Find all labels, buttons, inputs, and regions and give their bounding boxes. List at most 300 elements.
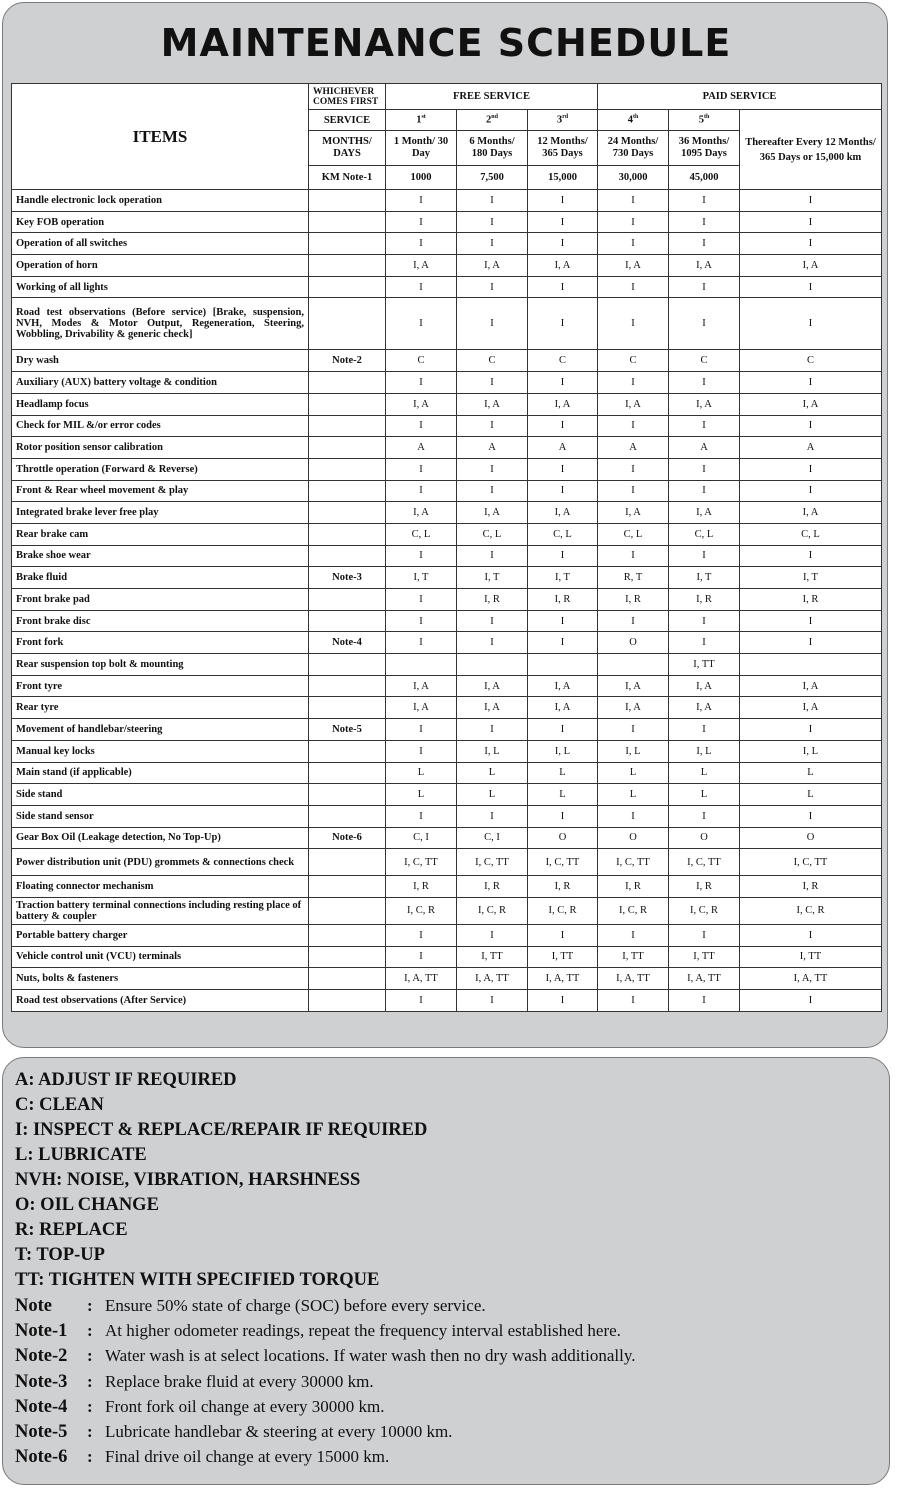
row-value: I bbox=[598, 372, 669, 394]
row-value: I bbox=[598, 545, 669, 567]
service-period-3: 12 Months/ 365 Days bbox=[528, 131, 598, 166]
row-value: C, L bbox=[457, 523, 528, 545]
row-value: L bbox=[669, 762, 740, 784]
table-row bbox=[12, 372, 882, 394]
row-value: I bbox=[740, 276, 882, 298]
row-value: I bbox=[386, 372, 457, 394]
row-value: I bbox=[386, 276, 457, 298]
row-value: I, A bbox=[457, 502, 528, 524]
row-value: I bbox=[669, 372, 740, 394]
row-value: I, C, TT bbox=[669, 849, 740, 876]
row-note bbox=[309, 924, 386, 946]
row-value: I, A bbox=[740, 393, 882, 415]
row-value: I bbox=[386, 740, 457, 762]
table-row bbox=[12, 632, 882, 654]
table-row bbox=[12, 675, 882, 697]
row-value: I bbox=[386, 805, 457, 827]
row-value: I, A bbox=[740, 502, 882, 524]
row-item: Rotor position sensor calibration bbox=[12, 437, 309, 459]
row-value: I bbox=[528, 719, 598, 741]
row-value: I bbox=[740, 632, 882, 654]
row-value: I bbox=[457, 276, 528, 298]
table-row bbox=[12, 827, 882, 849]
row-value: I, A bbox=[598, 675, 669, 697]
row-note bbox=[309, 675, 386, 697]
row-note bbox=[309, 968, 386, 990]
row-value: I, A bbox=[669, 255, 740, 277]
row-value bbox=[457, 654, 528, 676]
row-item: Front brake disc bbox=[12, 610, 309, 632]
note-text: Replace brake fluid at every 30000 km. bbox=[105, 1371, 374, 1391]
row-value: I, TT bbox=[528, 946, 598, 968]
legend-entry: NVH: NOISE, VIBRATION, HARSHNESS bbox=[15, 1170, 361, 1190]
table-row bbox=[12, 415, 882, 437]
row-note bbox=[309, 458, 386, 480]
row-value: I, R bbox=[528, 589, 598, 611]
row-note bbox=[309, 784, 386, 806]
note-text: Lubricate handlebar & steering at every 10000 km. bbox=[105, 1422, 453, 1441]
table-row bbox=[12, 589, 882, 611]
row-value: I bbox=[386, 233, 457, 255]
row-value: I, A bbox=[528, 393, 598, 415]
row-item: Throttle operation (Forward & Reverse) bbox=[12, 458, 309, 480]
row-value: I bbox=[598, 924, 669, 946]
row-value: I bbox=[528, 190, 598, 212]
row-value: I, A bbox=[740, 255, 882, 277]
service-number-5: 5th bbox=[669, 110, 740, 131]
table-row bbox=[12, 610, 882, 632]
row-value: I, L bbox=[669, 740, 740, 762]
row-value: I bbox=[457, 211, 528, 233]
row-value: I, C, R bbox=[528, 897, 598, 924]
service-period-1: 1 Month/ 30 Day bbox=[386, 131, 457, 166]
row-value: I, A bbox=[457, 255, 528, 277]
row-value: I, A bbox=[669, 697, 740, 719]
row-item: Road test observations (Before service) [Brake, suspension, NVH, Modes & Motor Output, Regeneration, Steering, Wobbling, Drivability & generic check] bbox=[12, 298, 309, 350]
row-item: Manual key locks bbox=[12, 740, 309, 762]
legend-panel bbox=[2, 1057, 890, 1485]
table-row bbox=[12, 233, 882, 255]
row-value: I bbox=[598, 276, 669, 298]
row-value: I bbox=[457, 924, 528, 946]
row-value: I, T bbox=[740, 567, 882, 589]
row-value: I, C, R bbox=[457, 897, 528, 924]
row-value: C bbox=[598, 350, 669, 372]
service-km-5: 45,000 bbox=[669, 166, 740, 190]
row-value: I, C, TT bbox=[386, 849, 457, 876]
row-value: O bbox=[669, 827, 740, 849]
note-text: Ensure 50% state of charge (SOC) before every service. bbox=[105, 1296, 486, 1315]
row-value: I bbox=[457, 545, 528, 567]
row-note bbox=[309, 233, 386, 255]
row-value: I bbox=[740, 805, 882, 827]
row-value: I bbox=[528, 276, 598, 298]
row-item: Working of all lights bbox=[12, 276, 309, 298]
table-row bbox=[12, 190, 882, 212]
row-value: I, R bbox=[669, 589, 740, 611]
schedule-panel bbox=[2, 2, 888, 1048]
row-value: C, I bbox=[457, 827, 528, 849]
row-value: I, A, TT bbox=[740, 968, 882, 990]
table-row bbox=[12, 211, 882, 233]
row-item: Integrated brake lever free play bbox=[12, 502, 309, 524]
row-value: I, A, TT bbox=[669, 968, 740, 990]
row-value: I, T bbox=[457, 567, 528, 589]
row-value: I bbox=[457, 458, 528, 480]
row-value: I, A bbox=[528, 502, 598, 524]
row-value: C, L bbox=[598, 523, 669, 545]
row-item: Handle electronic lock operation bbox=[12, 190, 309, 212]
service-number-4: 4th bbox=[598, 110, 669, 131]
row-value: I bbox=[598, 458, 669, 480]
row-value: I bbox=[386, 480, 457, 502]
note-line: Note-2 : Water wash is at select locations. If water wash then no dry wash additionally. bbox=[15, 1346, 636, 1367]
table-row bbox=[12, 523, 882, 545]
row-item: Movement of handlebar/steering bbox=[12, 719, 309, 741]
row-value: I bbox=[386, 589, 457, 611]
row-value: I bbox=[386, 719, 457, 741]
maintenance-table bbox=[11, 83, 882, 1012]
row-value: I bbox=[528, 610, 598, 632]
row-value: I, R bbox=[457, 589, 528, 611]
table-row bbox=[12, 897, 882, 924]
row-value: I, TT bbox=[669, 654, 740, 676]
row-value: I bbox=[740, 415, 882, 437]
row-item: Key FOB operation bbox=[12, 211, 309, 233]
row-value: I bbox=[386, 610, 457, 632]
row-note bbox=[309, 876, 386, 898]
row-value bbox=[740, 654, 882, 676]
legend-entry: R: REPLACE bbox=[15, 1220, 128, 1240]
row-value: O bbox=[528, 827, 598, 849]
row-value: A bbox=[598, 437, 669, 459]
row-note bbox=[309, 276, 386, 298]
row-value: I bbox=[386, 990, 457, 1012]
page-title: MAINTENANCE SCHEDULE bbox=[160, 21, 732, 65]
row-item: Rear tyre bbox=[12, 697, 309, 719]
row-value: I, R bbox=[598, 589, 669, 611]
row-value: I bbox=[740, 610, 882, 632]
row-value: I, A bbox=[386, 393, 457, 415]
row-value: I bbox=[598, 233, 669, 255]
service-period-5: 36 Months/ 1095 Days bbox=[669, 131, 740, 166]
row-item: Portable battery charger bbox=[12, 924, 309, 946]
row-note bbox=[309, 437, 386, 459]
row-value: C, L bbox=[528, 523, 598, 545]
row-value: I bbox=[740, 545, 882, 567]
row-item: Brake shoe wear bbox=[12, 545, 309, 567]
row-value: I bbox=[669, 211, 740, 233]
row-item: Vehicle control unit (VCU) terminals bbox=[12, 946, 309, 968]
row-value: I bbox=[740, 233, 882, 255]
row-note bbox=[309, 990, 386, 1012]
service-number-1: 1st bbox=[386, 110, 457, 131]
row-value: I, C, R bbox=[740, 897, 882, 924]
row-value: I, C, TT bbox=[598, 849, 669, 876]
row-value: C bbox=[669, 350, 740, 372]
row-value: I, A bbox=[386, 502, 457, 524]
row-value: O bbox=[598, 632, 669, 654]
row-item: Road test observations (After Service) bbox=[12, 990, 309, 1012]
row-value: I, T bbox=[669, 567, 740, 589]
row-value: I bbox=[528, 924, 598, 946]
row-value: I, C, TT bbox=[740, 849, 882, 876]
row-value: R, T bbox=[598, 567, 669, 589]
table-row bbox=[12, 545, 882, 567]
note-key: Note-4 bbox=[15, 1396, 68, 1417]
months-days-label: MONTHS/ DAYS bbox=[309, 131, 386, 166]
row-value: O bbox=[598, 827, 669, 849]
row-note bbox=[309, 740, 386, 762]
row-value: I, A, TT bbox=[457, 968, 528, 990]
note-key: Note-1 bbox=[15, 1321, 68, 1342]
note-key: Note-3 bbox=[15, 1371, 68, 1392]
row-value: I bbox=[669, 632, 740, 654]
row-value bbox=[528, 654, 598, 676]
legend-entry: A: ADJUST IF REQUIRED bbox=[15, 1070, 237, 1090]
row-value: I bbox=[528, 372, 598, 394]
row-value: I bbox=[386, 946, 457, 968]
row-value: I bbox=[528, 458, 598, 480]
row-value: I bbox=[457, 805, 528, 827]
legend-entry: O: OIL CHANGE bbox=[15, 1195, 159, 1215]
row-value: I bbox=[598, 298, 669, 350]
row-value: I, R bbox=[386, 876, 457, 898]
row-value: I bbox=[669, 719, 740, 741]
row-note bbox=[309, 946, 386, 968]
row-note bbox=[309, 393, 386, 415]
note-line: Note-3 : Replace brake fluid at every 30000 km. bbox=[15, 1371, 374, 1392]
legend-entry: TT: TIGHTEN WITH SPECIFIED TORQUE bbox=[15, 1270, 380, 1290]
row-value: I, A, TT bbox=[598, 968, 669, 990]
row-note bbox=[309, 480, 386, 502]
row-value: I, TT bbox=[598, 946, 669, 968]
row-value: I, R bbox=[740, 589, 882, 611]
row-item: Operation of horn bbox=[12, 255, 309, 277]
row-value: I, A bbox=[669, 675, 740, 697]
row-value bbox=[386, 654, 457, 676]
row-value: I, R bbox=[740, 876, 882, 898]
table-row bbox=[12, 255, 882, 277]
row-value: I, A bbox=[598, 255, 669, 277]
table-row bbox=[12, 697, 882, 719]
row-value: I bbox=[740, 211, 882, 233]
row-value: I bbox=[528, 545, 598, 567]
row-value: I bbox=[598, 610, 669, 632]
table-row bbox=[12, 876, 882, 898]
service-km-1: 1000 bbox=[386, 166, 457, 190]
row-value: I, L bbox=[598, 740, 669, 762]
note-text: Front fork oil change at every 30000 km. bbox=[105, 1396, 385, 1416]
row-value: L bbox=[386, 784, 457, 806]
table-row bbox=[12, 849, 882, 876]
row-value: I bbox=[386, 415, 457, 437]
row-note bbox=[309, 523, 386, 545]
table-row bbox=[12, 502, 882, 524]
note-text: Final drive oil change at every 15000 km. bbox=[105, 1447, 390, 1467]
row-value: I, A bbox=[386, 697, 457, 719]
row-item: Dry wash bbox=[12, 350, 309, 372]
row-note: Note-5 bbox=[309, 719, 386, 741]
row-note: Note-2 bbox=[309, 350, 386, 372]
legend-entry: T: TOP-UP bbox=[15, 1245, 105, 1265]
row-value: I bbox=[740, 719, 882, 741]
service-period-4: 24 Months/ 730 Days bbox=[598, 131, 669, 166]
row-value: I bbox=[457, 415, 528, 437]
row-value: I bbox=[598, 190, 669, 212]
row-value: A bbox=[528, 437, 598, 459]
row-value: I bbox=[457, 719, 528, 741]
row-note bbox=[309, 415, 386, 437]
row-value: I, TT bbox=[669, 946, 740, 968]
row-value: I bbox=[669, 924, 740, 946]
row-value: I bbox=[669, 415, 740, 437]
row-value: I bbox=[528, 298, 598, 350]
km-label: KM Note-1 bbox=[309, 166, 386, 190]
row-value: I bbox=[528, 233, 598, 255]
row-value: I, A, TT bbox=[386, 968, 457, 990]
row-value: I bbox=[457, 480, 528, 502]
row-value: I, A bbox=[740, 697, 882, 719]
row-value: I, A bbox=[386, 255, 457, 277]
row-value: I, C, TT bbox=[528, 849, 598, 876]
row-note: Note-6 bbox=[309, 827, 386, 849]
service-period-2: 6 Months/ 180 Days bbox=[457, 131, 528, 166]
row-value: I bbox=[528, 990, 598, 1012]
whichever-header: WHICHEVER COMES FIRST bbox=[309, 84, 386, 110]
row-item: Auxiliary (AUX) battery voltage & condition bbox=[12, 372, 309, 394]
row-value: L bbox=[598, 762, 669, 784]
row-item: Front brake pad bbox=[12, 589, 309, 611]
table-row bbox=[12, 805, 882, 827]
row-value: I bbox=[669, 298, 740, 350]
row-value: I bbox=[457, 610, 528, 632]
row-note bbox=[309, 298, 386, 350]
row-value: L bbox=[457, 784, 528, 806]
row-value: I bbox=[598, 211, 669, 233]
row-value: I, T bbox=[386, 567, 457, 589]
row-value: I bbox=[740, 190, 882, 212]
row-value: I bbox=[598, 480, 669, 502]
service-number-2: 2nd bbox=[457, 110, 528, 131]
row-value: I bbox=[528, 805, 598, 827]
row-value: L bbox=[740, 784, 882, 806]
row-value: I bbox=[457, 298, 528, 350]
row-note bbox=[309, 654, 386, 676]
row-value: I bbox=[669, 990, 740, 1012]
row-value: I bbox=[386, 298, 457, 350]
row-note bbox=[309, 255, 386, 277]
row-value: I bbox=[669, 233, 740, 255]
row-value: I, R bbox=[669, 876, 740, 898]
row-value: I bbox=[457, 632, 528, 654]
row-value: I bbox=[669, 610, 740, 632]
row-note bbox=[309, 849, 386, 876]
row-item: Gear Box Oil (Leakage detection, No Top-Up) bbox=[12, 827, 309, 849]
note-text: Water wash is at select locations. If water wash then no dry wash additionally. bbox=[105, 1346, 636, 1366]
row-item: Rear suspension top bolt & mounting bbox=[12, 654, 309, 676]
note-key: Note bbox=[15, 1296, 52, 1316]
free-service-header: FREE SERVICE bbox=[386, 84, 598, 110]
row-value: C bbox=[457, 350, 528, 372]
note-text: At higher odometer readings, repeat the frequency interval established here. bbox=[105, 1321, 621, 1341]
paid-service-header: PAID SERVICE bbox=[598, 84, 882, 110]
table-row bbox=[12, 393, 882, 415]
row-value: I bbox=[528, 211, 598, 233]
row-item: Operation of all switches bbox=[12, 233, 309, 255]
row-value: C bbox=[740, 350, 882, 372]
row-note bbox=[309, 372, 386, 394]
row-value: I bbox=[740, 990, 882, 1012]
row-item: Main stand (if applicable) bbox=[12, 762, 309, 784]
row-value: C, L bbox=[386, 523, 457, 545]
row-value: A bbox=[457, 437, 528, 459]
row-value: I, A bbox=[740, 675, 882, 697]
row-value: I, L bbox=[457, 740, 528, 762]
table-row bbox=[12, 350, 882, 372]
row-value: I, A bbox=[457, 393, 528, 415]
row-value: L bbox=[528, 762, 598, 784]
row-value: I bbox=[669, 480, 740, 502]
table-row bbox=[12, 437, 882, 459]
row-value: I bbox=[386, 545, 457, 567]
row-note bbox=[309, 502, 386, 524]
row-value: L bbox=[669, 784, 740, 806]
row-value: L bbox=[386, 762, 457, 784]
row-value: I, T bbox=[528, 567, 598, 589]
table-row bbox=[12, 458, 882, 480]
service-km-3: 15,000 bbox=[528, 166, 598, 190]
row-value: I, A bbox=[457, 697, 528, 719]
row-value: L bbox=[528, 784, 598, 806]
row-value: I bbox=[669, 190, 740, 212]
table-row bbox=[12, 567, 882, 589]
row-note bbox=[309, 697, 386, 719]
row-value: I bbox=[386, 190, 457, 212]
table-row bbox=[12, 924, 882, 946]
row-item: Nuts, bolts & fasteners bbox=[12, 968, 309, 990]
row-value: I, A bbox=[457, 675, 528, 697]
row-value: I bbox=[386, 924, 457, 946]
row-note bbox=[309, 589, 386, 611]
note-line: Note : Ensure 50% state of charge (SOC) before every service. bbox=[15, 1296, 486, 1316]
items-header: ITEMS bbox=[12, 84, 309, 190]
row-item: Rear brake cam bbox=[12, 523, 309, 545]
table-row bbox=[12, 990, 882, 1012]
row-item: Floating connector mechanism bbox=[12, 876, 309, 898]
row-value: I, TT bbox=[457, 946, 528, 968]
row-value: C bbox=[386, 350, 457, 372]
row-value: I bbox=[740, 924, 882, 946]
row-value: I, A bbox=[528, 255, 598, 277]
row-value: I, A, TT bbox=[528, 968, 598, 990]
row-value: A bbox=[386, 437, 457, 459]
row-value: C, I bbox=[386, 827, 457, 849]
row-value: O bbox=[740, 827, 882, 849]
row-value: L bbox=[457, 762, 528, 784]
row-value: I, R bbox=[457, 876, 528, 898]
row-value: I, A bbox=[528, 697, 598, 719]
row-value: I, A bbox=[598, 393, 669, 415]
row-value: I bbox=[457, 190, 528, 212]
row-note bbox=[309, 805, 386, 827]
table-row bbox=[12, 719, 882, 741]
row-value: I, A bbox=[598, 502, 669, 524]
row-note: Note-4 bbox=[309, 632, 386, 654]
service-label: SERVICE bbox=[309, 110, 386, 131]
row-value: I bbox=[598, 805, 669, 827]
table-row bbox=[12, 276, 882, 298]
